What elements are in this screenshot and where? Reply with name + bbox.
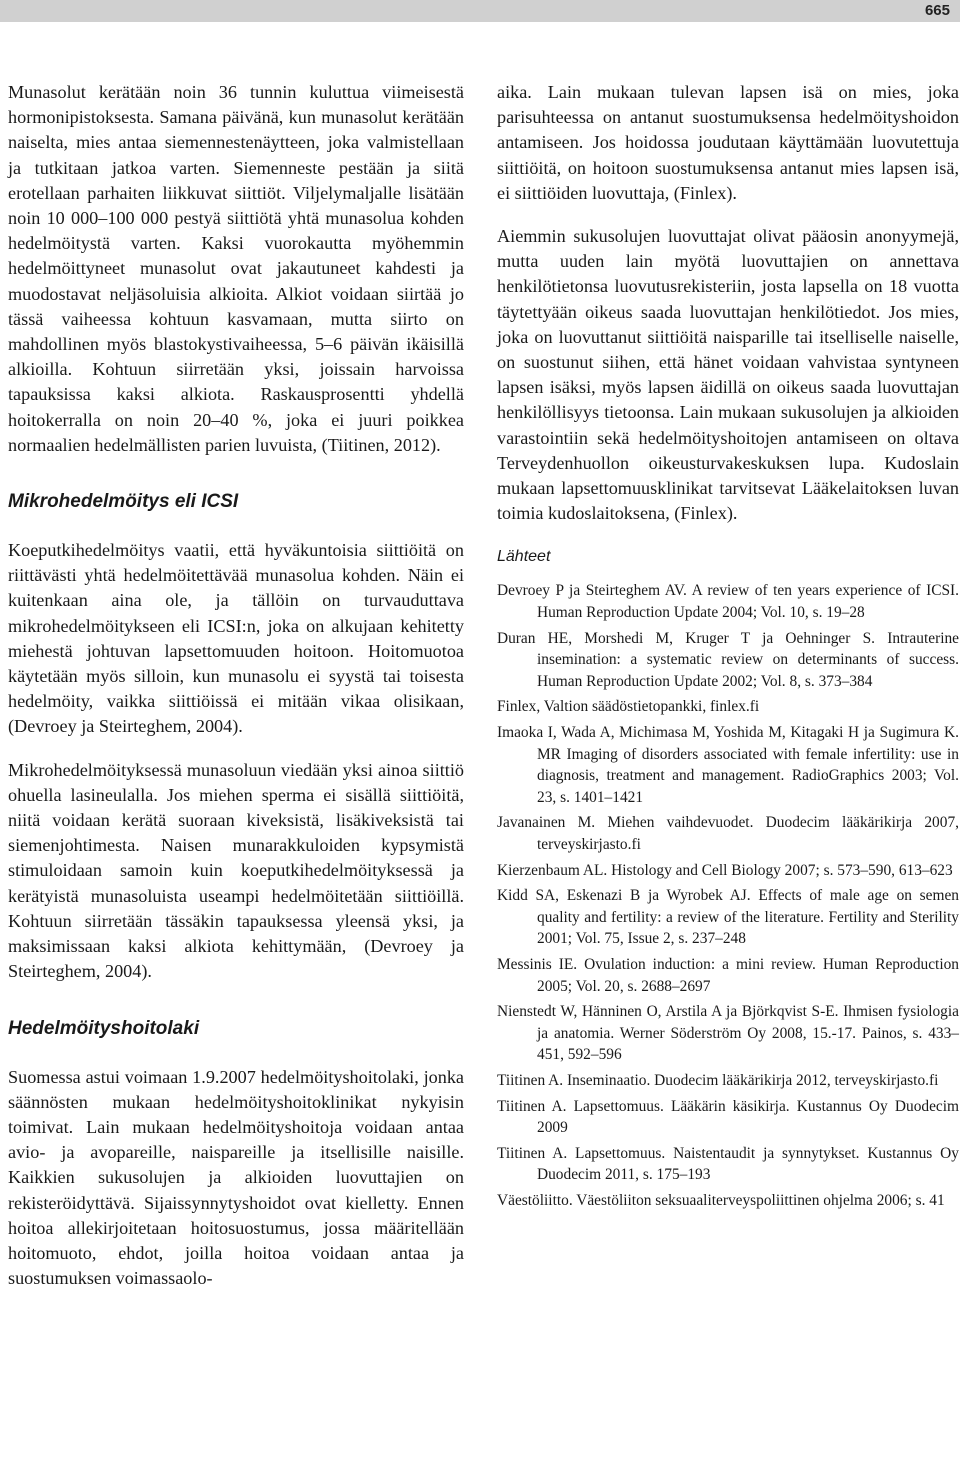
- reference-item: Imaoka I, Wada A, Michimasa M, Yoshida M, Kitagaki H ja Sugimura K. MR Imaging of disorders associated with female infertility: use in diagnosis, treatment and management. RadioGraphics 2003; Vol. 23, s. 1401–1421: [497, 724, 959, 806]
- section-heading-law: Hedelmöityshoitolaki: [8, 1017, 200, 1039]
- paragraph-icsi-procedure: Mikrohedelmöityksessä munasoluun viedään yksi ainoa siittiö ohuella lasineulalla. Jos miehen sperma ei sisällä siittiöitä, niitä voidaan kerätä suoraan kiveksistä, lisäkiveksistä tai siemenjohtimesta. Naisen munarakkuloiden kypsymistä stimuloidaan samoin kuin koeputkihedelmöityksessä ja kerätyistä munasoluista useampi hedelmöitetään siittiöillä. Kohtuun siirretään tässäkin tapauksessa yleensä yksi, ja maksimissaan kaksi alkiota kehittymään, (Devroey ja Steirteghem, 2004).: [8, 759, 464, 982]
- reference-item: Devroey P ja Steirteghem AV. A review of ten years experience of ICSI. Human Reproduction Update 2004; Vol. 10, s. 19–28: [497, 582, 959, 622]
- reference-item: Tiitinen A. Lapsettomuus. Naistentaudit ja synnytykset. Kustannus Oy Duodecim 2011, s. 175–193: [497, 1144, 959, 1184]
- paragraph-law-continued: aika. Lain mukaan tulevan lapsen isä on mies, joka parisuhteessa on antanut suostumuksensa hedelmöityshoidon antamiseen. Jos hoidossa joudutaan käyttämään luovutettuja siittiöitä, on hoitoon suostumuksensa antanut mies lapsen isä, ei siittiöiden luovuttaja, (Finlex).: [497, 82, 959, 203]
- section-heading-icsi: Mikrohedelmöitys eli ICSI: [8, 491, 239, 513]
- reference-item: Tiitinen A. Lapsettomuus. Lääkärin käsikirja. Kustannus Oy Duodecim 2009: [497, 1097, 959, 1137]
- paragraph-donors: Aiemmin sukusolujen luovuttajat olivat pääosin anonyymejä, mutta uuden lain myötä luovuttajien on annettava henkilötietonsa luovutusrekisteriin, josta lapsella on 18 vuotta täytettyään oikeus saada luovuttajan henkilötiedot. Jos mies, joka on luovuttanut siittiöitä naisparille tai itselliselle naiselle, on suostunut siihen, että hänet voidaan vahvistaa syntyneen lapsen isäksi, myös lapsen äidillä on oikeus saada luovuttajan henkilöllisyys tietoonsa. Lain mukaan sukusolujen ja alkioiden varastointiin sekä hedelmöityshoitojen antamiseen on oltava Terveydenhuollon oikeusturvakeskuksen lupa. Kudoslain mukaan lapsettomuusklinikat tarvitsevat Lääkelaitoksen luvan toimia kudoslaitoksena, (Finlex).: [497, 226, 959, 524]
- reference-item: Nienstedt W, Hänninen O, Arstila A ja Björkqvist S-E. Ihmisen fysiologia ja anatomia. Werner Söderström Oy 2008, 15.-17. Painos, s. 433–451, 592–596: [497, 1003, 959, 1064]
- reference-item: Messinis IE. Ovulation induction: a mini review. Human Reproduction 2005; Vol. 20, s. 2688–2697: [497, 955, 959, 995]
- right-column: [497, 80, 959, 1215]
- references-list: [497, 580, 959, 1211]
- reference-item: Väestöliitto. Väestöliiton seksuaaliterveyspoliittinen ohjelma 2006; s. 41: [497, 1191, 945, 1209]
- paragraph-law-intro: Suomessa astui voimaan 1.9.2007 hedelmöityshoitolaki, jonka säännösten mukaan hedelmöityshoitoklinikat nykyisin toimivat. Lain mukaan hedelmöityshoitoja voidaan antaa avio- ja avopareille, naispareille ja itsellisille naisille. Kaikkien sukusolujen ja alkioiden luovuttajien on rekisteröidyttävä. Sijaissynnytyshoidot ovat kielletty. Ennen hoitoa allekirjoitetaan hoitosuostumus, jossa määritellään hoitomuoto, ehdot, joilla hoitoa voidaan antaa ja suostumuksen voimassaolo-: [8, 1066, 464, 1289]
- reference-item: Javanainen M. Miehen vaihdevuodet. Duodecim lääkärikirja 2007, terveyskirjasto.fi: [497, 814, 959, 853]
- paragraph-icsi-intro: Koeputkihedelmöitys vaatii, että hyväkuntoisia siittiöitä on riittävästi yhtä hedelmöitettävää munasolua kohden. Näin ei kuitenkaan aina ole, ja tällöin on turvauduttava mikrohedelmöitykseen eli ICSI:n, joka on alkujaan kehitetty miehestä johtuvan lapsettomuuden hoitoon. Hoitomuotoa käytetään myös silloin, kun munasolu ei syystä tai toisesta hedelmöity, vaikka siittiöissä ei mitään vikaa olisikaan, (Devroey ja Steirteghem, 2004).: [8, 540, 464, 737]
- reference-item: Tiitinen A. Inseminaatio. Duodecim lääkärikirja 2012, terveyskirjasto.fi: [497, 1071, 939, 1089]
- reference-item: Kierzenbaum AL. Histology and Cell Biology 2007; s. 573–590, 613–623: [497, 861, 953, 879]
- references-heading: Lähteet: [497, 548, 551, 566]
- reference-item: Finlex, Valtion säädöstietopankki, finlex.fi: [497, 698, 760, 716]
- left-column: [8, 80, 464, 1309]
- reference-item: Duran HE, Morshedi M, Kruger T ja Oehninger S. Intrauterine insemination: a systematic review on determinants of success. Human Reproduction Update 2002; Vol. 8, s. 373–384: [497, 629, 959, 690]
- paragraph-ivf-process: Munasolut kerätään noin 36 tunnin kuluttua viimeisestä hormonipistoksesta. Samana päivänä, kun munasolut kerätään naiselta, mies antaa siemennestenäytteen, joka valmistellaan ja tutkitaan jatkoa varten. Siemenneste pestään ja siitä erotellaan parhaiten liikkuvat siittiöt. Viljelymaljalle lisätään noin 10 000–100 000 pestyä siittiötä yhtä munasolua kohden hedelmöitystä varten. Kaksi vuorokautta myöhemmin hedelmöittyneet munasolut ovat jakautuneet kahdesti ja muodostavat neljäsoluisia alkioita. Alkiot voidaan siirtää jo tässä vaiheessa kohtuun kasvamaan, mutta siirto on mahdollinen myös blastokystivaiheessa, 5–6 päivän ikäisillä alkioilla. Kohtuun siirretään yksi, joissain harvoissa tapauksissa kaksi alkiota. Raskausprosentti yhdellä hoitokerralla on noin 20–40 %, joka ei juuri poikkea normaalien hedelmällisten parien luvuista, (Tiitinen, 2012).: [8, 82, 464, 455]
- reference-item: Kidd SA, Eskenazi B ja Wyrobek AJ. Effects of male age on semen quality and fertility: a review of the literature. Fertility and Sterility 2001; Vol. 75, Issue 2, s. 237–248: [497, 887, 959, 948]
- page-number: 665: [924, 2, 950, 19]
- page-header-bar: [0, 0, 960, 22]
